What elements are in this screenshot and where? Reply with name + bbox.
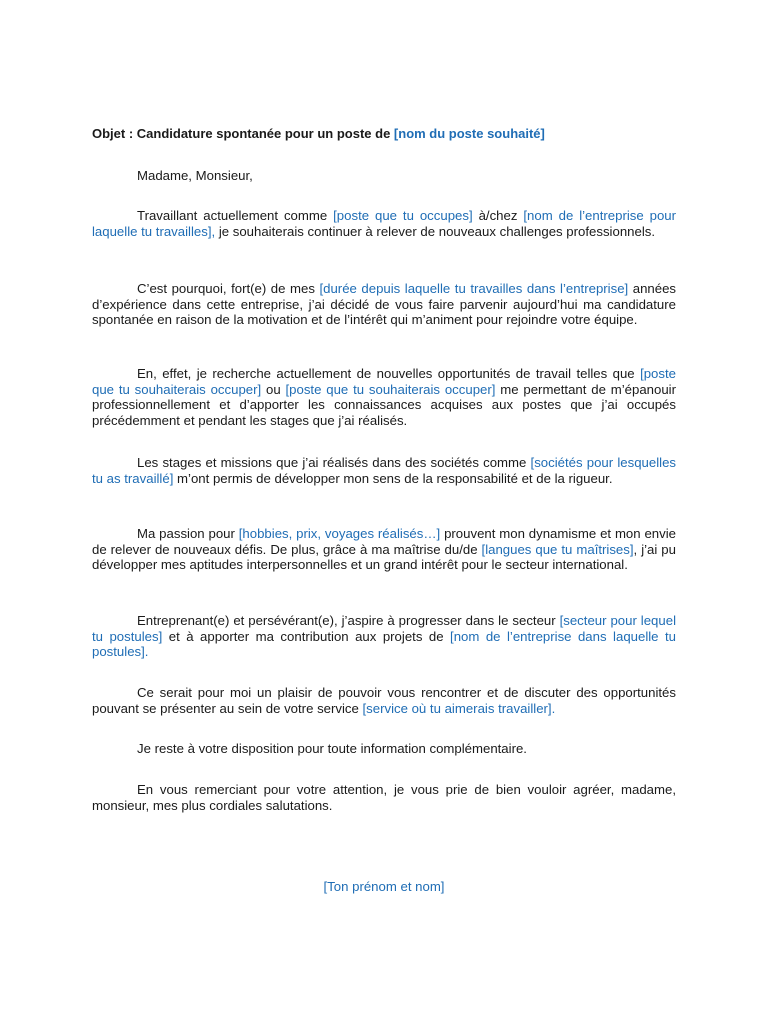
paragraph-internships xyxy=(92,455,676,486)
text: je souhaiterais continuer à relever de nouveaux challenges professionnels. xyxy=(215,223,656,239)
placeholder-current-company: [nom de l’entreprise pour laquelle tu travailles], xyxy=(92,208,677,239)
placeholder-duration: [durée depuis laquelle tu travailles dans l’entreprise] xyxy=(319,281,629,296)
text: En, effet, je recherche actuellement de nouvelles opportunités de travail telles que xyxy=(137,366,641,381)
paragraph-passion xyxy=(92,526,676,573)
paragraph-meeting xyxy=(92,685,676,716)
text: Ma passion pour xyxy=(137,526,239,541)
text: Entreprenant(e) et persévérant(e), j’aspire à progresser dans le secteur xyxy=(137,613,560,628)
signature-placeholder: [Ton prénom et nom] xyxy=(323,879,445,894)
text: m’ont permis de développer mon sens de la responsabilité et de la rigueur. xyxy=(173,470,613,486)
greeting: Madame, Monsieur, xyxy=(137,168,253,183)
paragraph-availability xyxy=(92,741,676,757)
text: prouvent mon dynamisme et mon envie de relever de nouveaux défis. De plus, grâce à ma maîtrise du/de xyxy=(92,526,676,557)
placeholder-desired-position-1: [poste que tu souhaiterais occuper] xyxy=(92,366,676,397)
text: C’est pourquoi, fort(e) de mes xyxy=(137,281,320,296)
placeholder-service: [service où tu aimerais travailler]. xyxy=(362,700,556,716)
text: Les stages et missions que j’ai réalisés dans des sociétés comme xyxy=(137,455,531,470)
text: années d’expérience dans cette entreprise, j’ai décidé de vous faire parvenir aujourd’hui ma candidature spontanée en raison de la motivation et de l’intérêt qui m’animent pour rejoindre votre équipe. xyxy=(92,281,677,327)
text: En vous remerciant pour votre attention, je vous prie de bien vouloir agréer, madame, monsieur, mes plus cordiales salutations. xyxy=(92,782,676,813)
subject-line xyxy=(92,126,676,142)
placeholder-companies: [sociétés pour lesquelles tu as travaillé] xyxy=(92,455,676,486)
text: , j’ai pu développer mes aptitudes interpersonnelles et un grand intérêt pour le secteur international. xyxy=(92,541,676,572)
letter-page xyxy=(92,0,676,1024)
paragraph-opportunities xyxy=(92,366,676,428)
placeholder-hobbies: [hobbies, prix, voyages réalisés…] xyxy=(238,526,441,541)
placeholder-current-position: [poste que tu occupes] xyxy=(333,208,473,223)
text: Travaillant actuellement comme xyxy=(137,208,334,223)
placeholder-target-company: [nom de l’entreprise dans laquelle tu postules]. xyxy=(92,628,676,659)
paragraph-experience xyxy=(92,281,676,328)
paragraph-closing xyxy=(92,782,676,813)
text: ou xyxy=(261,381,286,397)
placeholder-desired-position-2: [poste que tu souhaiterais occuper] xyxy=(285,381,496,397)
text: et à apporter ma contribution aux projets de xyxy=(162,628,451,644)
text: Ce serait pour moi un plaisir de pouvoir vous rencontrer et de discuter des opportunités pouvant se présenter au sein de votre service xyxy=(92,685,676,716)
placeholder-languages: [langues que tu maîtrises] xyxy=(481,541,634,557)
paragraph-current-job xyxy=(92,208,676,239)
subject-prefix: Objet : Candidature spontanée pour un poste de xyxy=(92,126,394,141)
text: me permettant de m’épanouir professionnellement et d’apporter les connaissances acquises aux postes que j’ai occupés précédemment et pendant les stages que j’ai réalisés. xyxy=(92,381,676,428)
paragraph-ambition xyxy=(92,613,676,660)
subject-placeholder: [nom du poste souhaité] xyxy=(393,126,545,141)
text: à/chez xyxy=(472,208,524,223)
placeholder-sector: [secteur pour lequel tu postules] xyxy=(92,613,676,644)
text: Je reste à votre disposition pour toute information complémentaire. xyxy=(137,741,527,756)
